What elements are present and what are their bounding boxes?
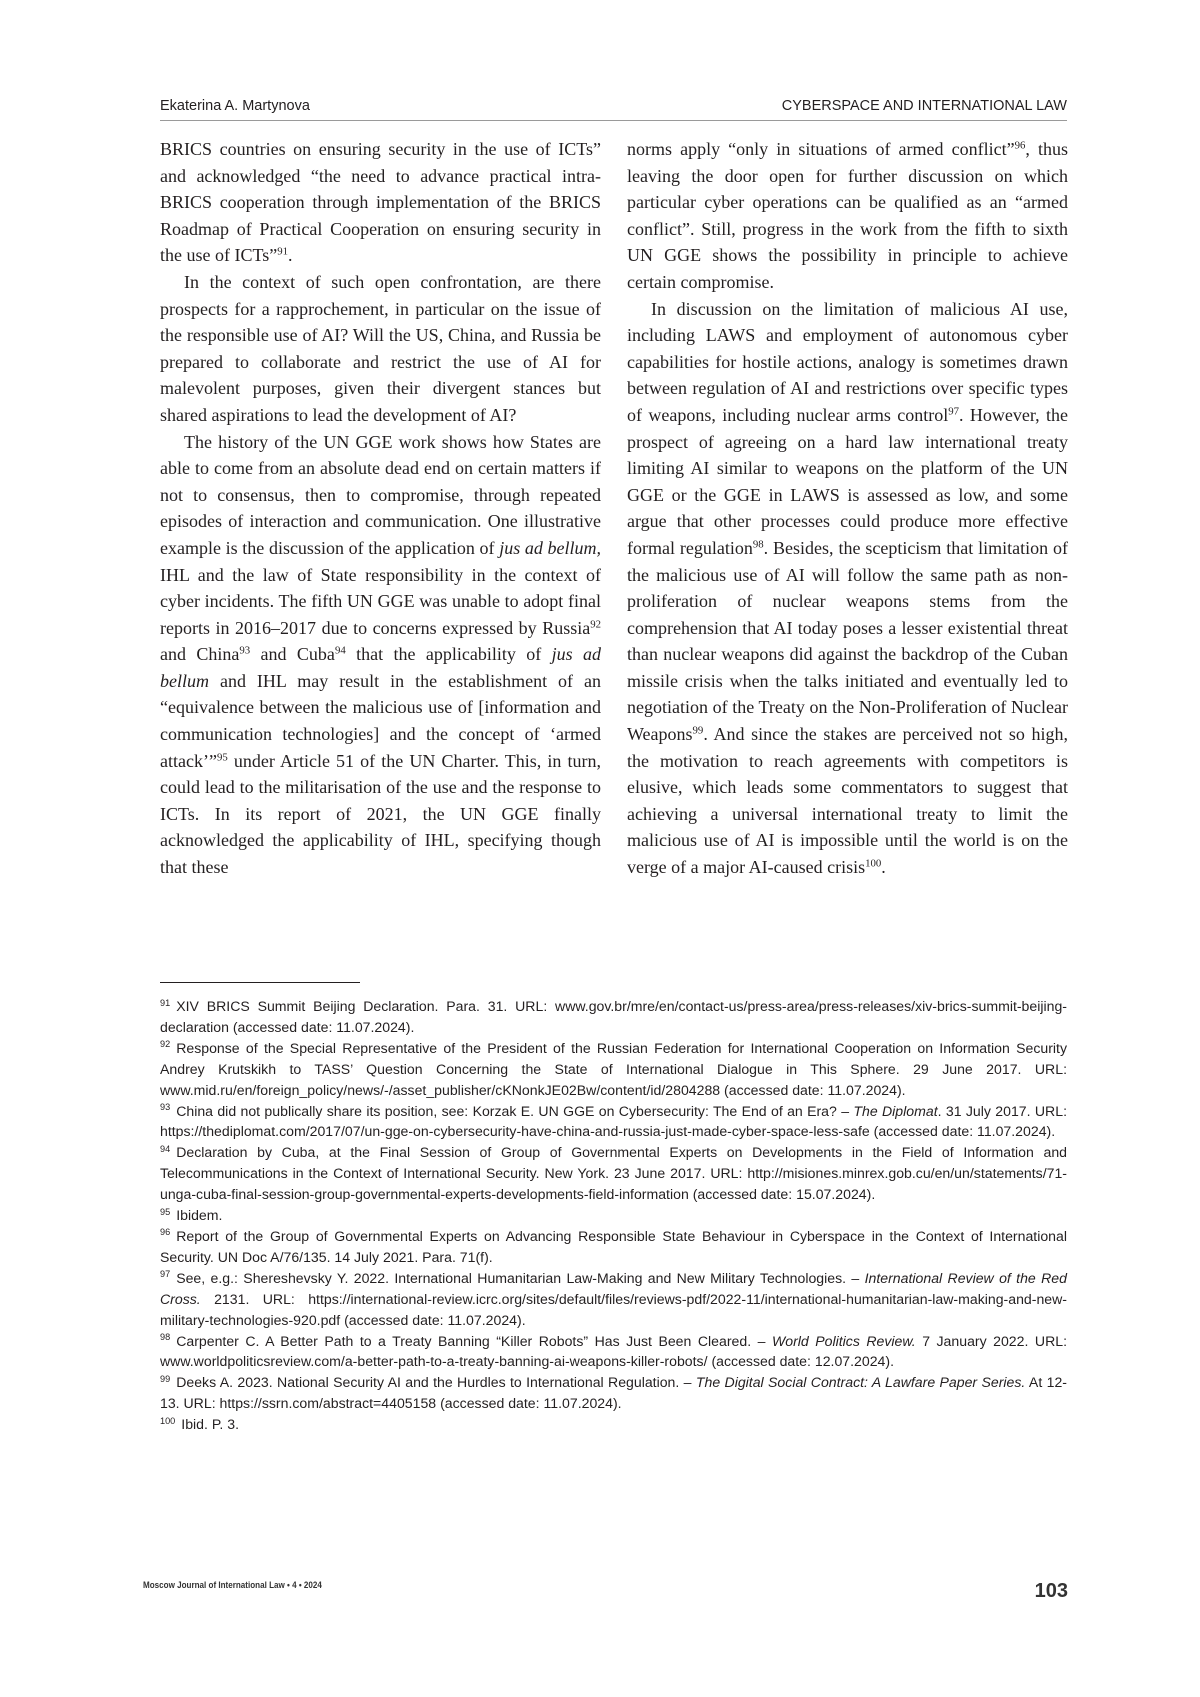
text: See, e.g.: Shereshevsky Y. 2022. International Humanitarian Law-Making and New Military Technologies. – [176,1270,864,1286]
text: The history of the UN GGE work shows how States are able to come from an absolute dead end on certain matters if not to consensus, then to compromise, through repeated episodes of interaction and communication. One illustrative example is the discussion of the application of [160,432,601,558]
footnote [160,1331,1067,1373]
footnote-ref: 94 [335,645,346,657]
text: . [881,857,886,877]
header-section: CYBERSPACE AND INTERNATIONAL LAW [782,98,1067,114]
italic-text: The Digital Social Contract: A Lawfare Paper Series. [696,1374,1025,1390]
paragraph [627,296,1068,881]
text: . And since the stakes are perceived not so high, the motivation to reach agreements with competitors is elusive, which leads some commentators to suggest that achieving a universal international treaty to limit the malicious use of AI is impossible until the world is on the verge of a major AI-caused crisis [627,724,1068,877]
header-author: Ekaterina A. Martynova [160,98,310,114]
text: 2131. URL: https://international-review.icrc.org/sites/default/files/reviews-pdf/2022-11/international-humanitarian-law-making-and-new-military-technologies-920.pdf (accessed date: 11.07.2024). [160,1291,1067,1328]
footnote-ref: 91 [160,998,170,1008]
footnote [160,1101,1067,1143]
text: . 31 July 2017. URL: https://thediplomat.com/2017/07/un-gge-on-cybersecurity-have-china-and-russia-just-made-cyber-space-less-safe (accessed date: 11.07.2024). [160,1103,1067,1140]
italic-text: World Politics Review. [772,1333,916,1349]
journal-footer: Moscow Journal of International Law • 4 • 2024 [143,1580,322,1591]
text: At 12-13. URL: https://ssrn.com/abstract=4405158 (accessed date: 11.07.2024). [160,1374,1067,1411]
running-header [160,88,1067,114]
text: Declaration by Cuba, at the Final Session of Group of Governmental Experts on Developments in the Field of Information and Telecommunications in the Context of International Security. New York. 23 June 2017. URL: http://misiones.minrex.gob.cu/en/un/statements/71-unga-cuba-final-session-group-governmental-experts-developments-field-information (accessed date: 15.07.2024). [160,1144,1067,1202]
italic-text: jus ad bellum, [499,538,601,558]
italic-text: jus ad bellum [160,644,601,691]
footnote [160,1414,1067,1435]
paragraph [160,429,601,881]
text: . Besides, the scepticism that limitation of the malicious use of AI will follow the same path as non-proliferation of nuclear weapons stems from the comprehension that AI today poses a lesser existential threat than nuclear weapons did against the backdrop of the Cuban missile crisis when the talks initiated and eventually led to negotiation of the Treaty on the Non-Proliferation of Nuclear Weapons [627,538,1068,744]
footnote [160,1205,1067,1226]
text: 7 January 2022. URL: www.worldpoliticsreview.com/a-better-path-to-a-treaty-banning-ai-weapons-killer-robots/ (accessed date: 12.07.2024). [160,1333,1067,1370]
footnote-ref: 94 [160,1144,170,1154]
footnote-ref: 92 [160,1039,170,1049]
italic-text: International Review of the Red Cross. [160,1270,1067,1307]
footnote-ref: 97 [160,1269,170,1279]
text: . However, the prospect of agreeing on a hard law international treaty limiting AI similar to weapons on the platform of the UN GGE or the GGE in LAWS is assessed as low, and some argue that other processes could produce more effective formal regulation [627,405,1068,558]
text: and IHL may result in the establishment of an “equivalence between the malicious use of [information and communication technologies] and the concept of ‘armed attack’” [160,671,601,771]
footnote-ref: 99 [693,725,704,737]
footnote-ref: 100 [865,858,881,870]
footnote [160,1226,1067,1268]
footnote-ref: 97 [948,405,959,417]
italic-text: The Diplomat [853,1103,937,1119]
footnote [160,1038,1067,1101]
footnote-ref: 96 [1015,140,1026,152]
text: Report of the Group of Governmental Experts on Advancing Responsible State Behaviour in Cyberspace in the Context of International Security. UN Doc A/76/135. 14 July 2021. Para. 71(f). [160,1228,1067,1265]
text: Response of the Special Representative of the President of the Russian Federation for International Cooperation on Information Security Andrey Krutskikh to TASS’ Question Concerning the State of International Dialogue in This Sphere. 29 June 2017. URL: www.mid.ru/en/foreign_policy/news/-/asset_publisher/cKNonkJE02Bw/content/id/2804288 (accessed date: 11.07.2024). [160,1040,1067,1098]
footnote [160,1372,1067,1414]
footnote-ref: 98 [753,538,764,550]
text: In the context of such open confrontation, are there prospects for a rapprochement, in particular on the issue of the responsible use of AI? Will the US, China, and Russia be prepared to collaborate and restrict the use of AI for malevolent purposes, given their divergent stances but shared aspirations to lead the development of AI? [160,272,601,425]
text: , thus leaving the door open for further discussion on which particular cyber operations can be qualified as an “armed conflict”. Still, progress in the work from the fifth to sixth UN GGE shows the possibility in principle to achieve certain compromise. [627,139,1068,292]
footnote-ref: 95 [217,751,228,763]
footnote-ref: 96 [160,1227,170,1237]
footnote-ref: 95 [160,1207,170,1217]
left-column [160,136,601,881]
page-number: 103 [1035,1580,1068,1603]
footnote-ref: 93 [239,645,250,657]
right-column [627,136,1068,881]
text: . [288,245,293,265]
footnote-ref: 93 [160,1102,170,1112]
text: and Cuba [250,644,335,664]
paragraph [160,269,601,429]
footnote [160,1268,1067,1331]
footnote-ref: 99 [160,1374,170,1384]
footnote-ref: 92 [590,618,601,630]
header-divider [160,120,1067,121]
paragraph [160,136,601,269]
footnotes [160,996,1067,1435]
text: norms apply “only in situations of armed conflict” [627,139,1015,159]
text: Carpenter C. A Better Path to a Treaty Banning “Killer Robots” Has Just Been Cleared. – [176,1333,772,1349]
text: China did not publically share its position, see: Korzak E. UN GGE on Cybersecurity: The End of an Era? – [176,1103,853,1119]
text: XIV BRICS Summit Beijing Declaration. Para. 31. URL: www.gov.br/mre/en/contact-us/press-area/press-releases/xiv-brics-summit-beijing-declaration (accessed date: 11.07.2024). [160,998,1067,1035]
paragraph [627,136,1068,296]
footnote-divider [160,982,360,983]
text: that the applicability of [346,644,552,664]
footnote [160,996,1067,1038]
text: under Article 51 of the UN Charter. This, in turn, could lead to the militarisation of the use and the response to ICTs. In its report of 2021, the UN GGE finally acknowledged the applicability of IHL, specifying though that these [160,751,601,877]
text: IHL and the law of State responsibility in the context of cyber incidents. The fifth UN GGE was unable to adopt final reports in 2016–2017 due to concerns expressed by Russia [160,565,601,638]
text: Ibid. P. 3. [181,1416,239,1432]
text: BRICS countries on ensuring security in the use of ICTs” and acknowledged “the need to advance practical intra-BRICS cooperation through implementation of the BRICS Roadmap of Practical Cooperation on ensuring security in the use of ICTs” [160,139,601,265]
text: In discussion on the limitation of malicious AI use, including LAWS and employment of autonomous cyber capabilities for hostile actions, analogy is sometimes drawn between regulation of AI and restrictions over specific types of weapons, including nuclear arms control [627,299,1068,425]
footnote-ref: 91 [277,246,288,258]
footnote [160,1142,1067,1205]
text: and China [160,644,239,664]
footnote-ref: 98 [160,1332,170,1342]
footnote-ref: 100 [160,1416,175,1426]
text: Deeks A. 2023. National Security AI and the Hurdles to International Regulation. – [176,1374,696,1390]
text: Ibidem. [176,1207,222,1223]
